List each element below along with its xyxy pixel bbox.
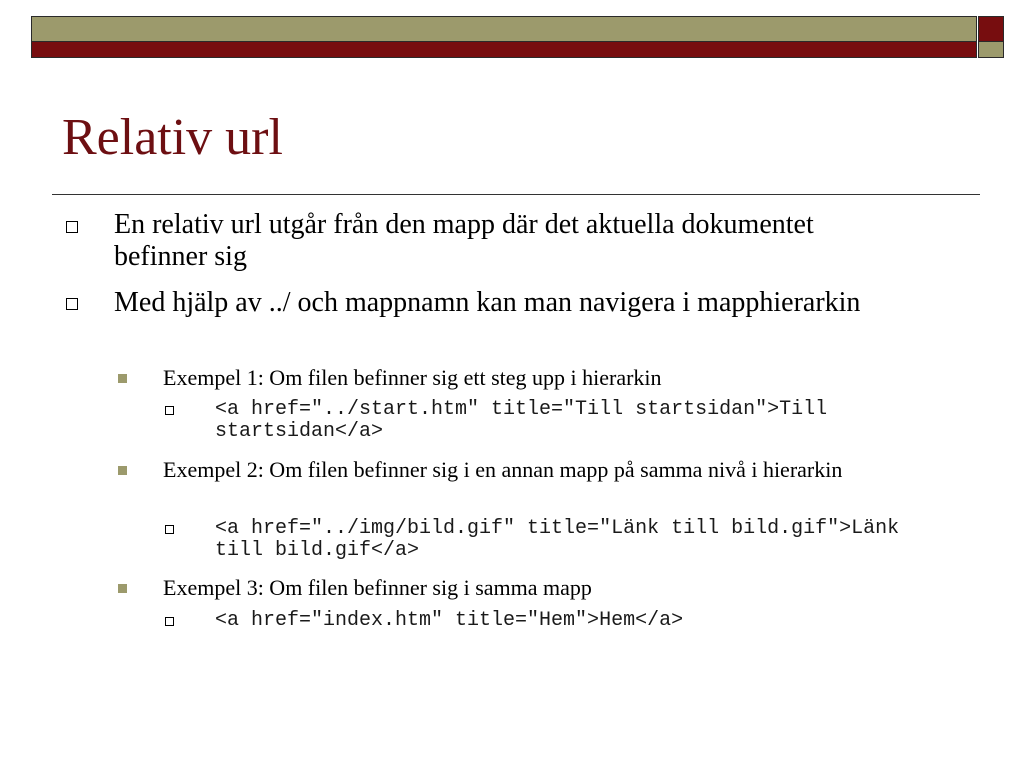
hollow-square-bullet-icon [66, 221, 78, 233]
header-maroon-square [978, 16, 1004, 42]
header-olive-bar [31, 16, 977, 42]
header-maroon-bar [31, 42, 977, 58]
bullet-text: En relativ url utgår från den mapp där det aktuella dokumentet befinner sig [114, 209, 814, 272]
code-example: <a href="../img/bild.gif" title="Länk till bild.gif">Länk till bild.gif</a> [215, 517, 900, 562]
small-hollow-square-bullet-icon [165, 406, 174, 415]
hollow-square-bullet-icon [66, 298, 78, 310]
code-example: <a href="../start.htm" title="Till startsidan">Till startsidan</a> [215, 398, 828, 443]
bullet-text: Exempel 2: Om filen befinner sig i en annan mapp på samma nivå i hierarkin [163, 457, 843, 482]
filled-square-bullet-icon [118, 466, 127, 475]
slide-title: Relativ url [62, 109, 283, 166]
filled-square-bullet-icon [118, 584, 127, 593]
code-example: <a href="index.htm" title="Hem">Hem</a> [215, 609, 684, 632]
title-divider [52, 194, 980, 195]
bullet-text: Med hjälp av ../ och mappnamn kan man navigera i mapphierarkin [114, 287, 861, 318]
bullet-text: Exempel 1: Om filen befinner sig ett steg upp i hierarkin [163, 365, 662, 390]
header-olive-square [978, 42, 1004, 58]
filled-square-bullet-icon [118, 374, 127, 383]
small-hollow-square-bullet-icon [165, 525, 174, 534]
small-hollow-square-bullet-icon [165, 617, 174, 626]
bullet-text: Exempel 3: Om filen befinner sig i samma mapp [163, 575, 592, 600]
